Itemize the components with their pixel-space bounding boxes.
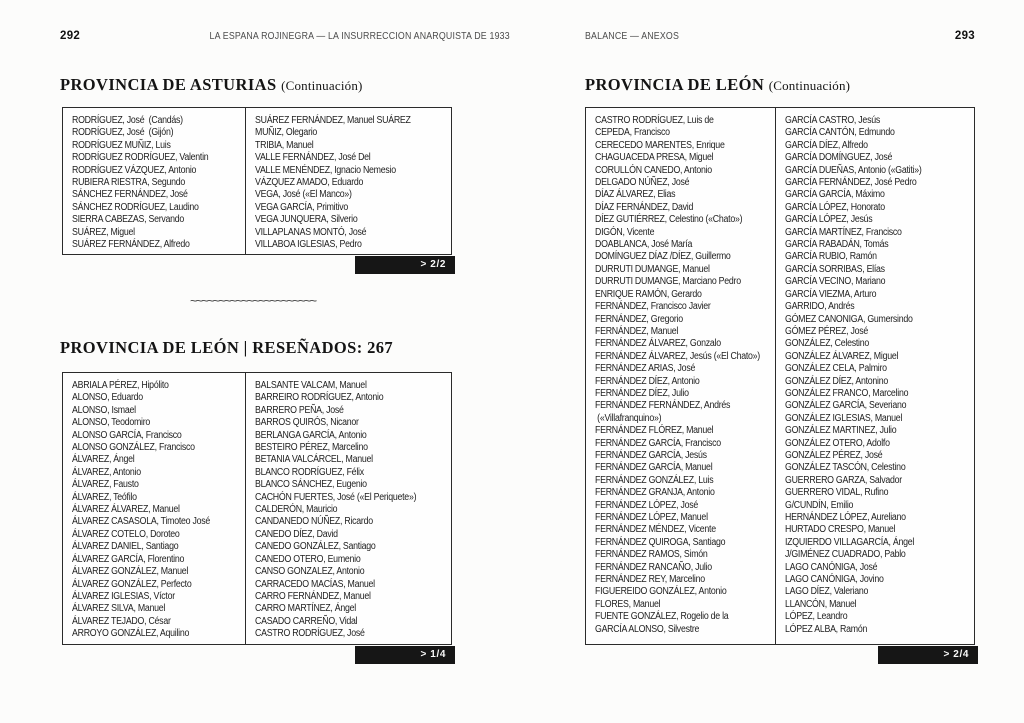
leon-names-table <box>62 372 452 645</box>
name-entry: GARCÍA LÓPEZ, Jesús <box>785 214 873 226</box>
name-entry: SUÁREZ FERNÁNDEZ, Manuel SUÁREZ <box>255 115 411 126</box>
name-entry: LAGO CANÓNIGA, José <box>785 561 878 573</box>
name-entry: CARRO FERNÁNDEZ, Manuel <box>255 590 371 602</box>
name-entry: ÁLVAREZ GONZÁLEZ, Manuel <box>72 566 189 578</box>
name-entry: BERLANGA GARCÍA, Antonio <box>255 429 367 441</box>
name-entry: FERNÁNDEZ ÁLVAREZ, Gonzalo <box>595 338 721 350</box>
name-entry: DOABLANCA, José María <box>595 239 693 251</box>
name-entry: MUÑIZ, Olegario <box>255 127 318 139</box>
section-title-text: PROVINCIA DE ASTURIAS <box>60 75 277 94</box>
name-entry: FERNÁNDEZ, Gregorio <box>595 313 683 325</box>
name-entry: FERNÁNDEZ ÁLVAREZ, Jesús («El Chato») <box>595 350 760 362</box>
name-entry: DURRUTI DUMANGE, Manuel <box>595 263 710 275</box>
name-entry: BARROS QUIRÓS, Nicanor <box>255 417 359 429</box>
name-entry: ALONSO GONZÁLEZ, Francisco <box>72 442 195 454</box>
name-entry: FERNÁNDEZ, Manuel <box>595 325 679 337</box>
name-entry: FERNÁNDEZ ARIAS, José <box>595 363 696 375</box>
name-entry: GARCÍA MARTÍNEZ, Francisco <box>785 226 902 238</box>
name-entry: GONZÁLEZ ÁLVAREZ, Miguel <box>785 350 899 362</box>
name-entry: DÍAZ FERNÁNDEZ, David <box>595 201 694 213</box>
name-entry: FERNÁNDEZ REY, Marcelino <box>595 574 705 586</box>
name-entry: FERNÁNDEZ LÓPEZ, Manuel <box>595 512 708 523</box>
name-entry: FERNÁNDEZ RANCAÑO, Julio <box>595 561 712 573</box>
name-entry: ÁLVAREZ SILVA, Manuel <box>72 603 166 615</box>
name-entry: GARCÍA FERNÁNDEZ, José Pedro <box>785 177 917 189</box>
name-entry: GONZÁLEZ FRANCO, Marcelino <box>785 387 909 399</box>
running-title-left: LA ESPAÑA ROJINEGRA — LA INSURRECCIÓN ANARQUISTA DE 1933 <box>209 31 510 42</box>
name-entry: RODRÍGUEZ, José (Candás) <box>72 115 183 126</box>
name-entry: VALLE FERNÁNDEZ, José Del <box>255 152 371 164</box>
name-entry: FERNÁNDEZ MÉNDEZ, Vicente <box>595 524 716 536</box>
name-entry: GONZÁLEZ DÍEZ, Antonino <box>785 375 889 387</box>
name-entry: FERNÁNDEZ GONZÁLEZ, Luis <box>595 474 714 486</box>
name-entry: VEGA GARCÍA, Primitivo <box>255 201 348 213</box>
name-entry: ÁLVAREZ, Antonio <box>72 466 141 478</box>
name-entry: GÓMEZ CANONIGA, Gumersindo <box>785 313 913 325</box>
asturias-names-table <box>62 107 452 255</box>
name-entry: DOMÍNGUEZ DÍAZ /DÍEZ, Guillermo <box>595 251 731 263</box>
name-entry: FERNÁNDEZ RAMOS, Simón <box>595 549 708 561</box>
name-entry: HERNÁNDEZ LÓPEZ, Aureliano <box>785 512 906 523</box>
wavy-divider: ~~~~~~~~~~~~~~~~~~~~~~ <box>190 294 316 308</box>
name-entry: ÁLVAREZ GONZÁLEZ, Perfecto <box>72 578 192 590</box>
name-entry: BLANCO RODRÍGUEZ, Félix <box>255 466 364 478</box>
name-entry: CERECEDO MARENTES, Enrique <box>595 139 725 151</box>
name-entry: SUÁREZ FERNÁNDEZ, Alfredo <box>72 239 190 251</box>
name-entry: GÓMEZ PÉREZ, José <box>785 325 869 337</box>
name-entry: GARCÍA ALONSO, Silvestre <box>595 623 700 635</box>
leon-column-1 <box>63 373 246 644</box>
name-entry: GARCÍA VECINO, Mariano <box>785 276 886 288</box>
section-title-asturias <box>60 75 363 95</box>
name-entry: CHAGUACEDA PRESA, Miguel <box>595 152 714 164</box>
name-entry: CASTRO RODRÍGUEZ, Luis de <box>595 115 714 126</box>
name-entry: RODRÍGUEZ MUÑIZ, Luis <box>72 139 171 151</box>
section-title-text: PROVINCIA DE LEÓN <box>585 75 765 94</box>
section-title-subtitle: (Continuación) <box>768 78 851 93</box>
name-entry: VILLAPLANAS MONTÓ, José <box>255 226 367 238</box>
name-entry: DURRUTI DUMANGE, Marciano Pedro <box>595 276 741 288</box>
name-entry: ALONSO GARCÍA, Francisco <box>72 429 182 441</box>
name-entry: ABRIALA PÉREZ, Hipólito <box>72 380 169 391</box>
name-entry: GONZÁLEZ, Celestino <box>785 338 869 350</box>
name-entry: CALDERÓN, Mauricio <box>255 504 338 516</box>
name-entry: GONZÁLEZ GARCÍA, Severiano <box>785 400 907 412</box>
name-entry: RODRÍGUEZ RODRÍGUEZ, Valentin <box>72 152 209 164</box>
name-entry: GARCÍA RUBIO, Ramón <box>785 251 877 263</box>
name-entry: ALONSO, Ismael <box>72 404 136 416</box>
asturias-page-indicator-badge: > 2/2 <box>355 256 455 274</box>
name-entry: ÁLVAREZ, Ángel <box>72 454 135 466</box>
name-entry: BARRERO PEÑA, José <box>255 404 344 416</box>
name-entry: GARCÍA CANTÓN, Edmundo <box>785 127 895 139</box>
name-entry: GARCÍA SORRIBAS, Elías <box>785 263 885 275</box>
name-entry: GARCÍA RABADÁN, Tomás <box>785 239 889 251</box>
name-entry: ÁLVAREZ TEJADO, César <box>72 615 171 627</box>
name-entry: RUBIERA RIESTRA, Segundo <box>72 177 186 189</box>
name-entry: HURTADO CRESPO, Manuel <box>785 524 896 536</box>
name-entry: FERNÁNDEZ QUIROGA, Santiago <box>595 536 726 548</box>
name-entry: ÁLVAREZ, Teófilo <box>72 491 137 503</box>
name-entry: GONZÁLEZ PÉREZ, José <box>785 449 883 461</box>
name-entry: BETANIA VALCÁRCEL, Manuel <box>255 454 373 466</box>
name-entry: FERNÁNDEZ GARCÍA, Manuel <box>595 462 713 474</box>
asturias-column-1 <box>63 108 246 254</box>
name-entry: SIERRA CABEZAS, Servando <box>72 214 185 226</box>
name-entry: ALONSO, Eduardo <box>72 392 143 404</box>
name-entry: SUÁREZ, Miguel <box>72 226 135 238</box>
name-entry: ÁLVAREZ GARCÍA, Florentino <box>72 553 185 565</box>
name-entry: GARCÍA GARCÍA, Máximo <box>785 189 885 201</box>
name-entry: CARRO MARTÍNEZ, Ángel <box>255 603 356 615</box>
name-entry: BALSANTE VALCAM, Manuel <box>255 380 367 391</box>
name-entry: GONZÁLEZ CELA, Palmiro <box>785 363 887 375</box>
name-entry: GONZÁLEZ IGLESIAS, Manuel <box>785 412 903 424</box>
name-entry: CACHÓN FUERTES, José («El Periquete») <box>255 491 417 503</box>
name-entry: ÁLVAREZ, Fausto <box>72 479 139 491</box>
section-title-leon: PROVINCIA DE LEÓN | RESEÑADOS: 267 <box>60 338 394 357</box>
name-entry: ARROYO GONZÁLEZ, Aquilino <box>72 628 190 640</box>
leon-cont-column-2 <box>776 108 974 644</box>
name-entry: J/GIMÉNEZ CUADRADO, Pablo <box>785 549 906 561</box>
name-entry: («Villafranquino») <box>595 412 662 424</box>
name-entry: G/CUNDÍN, Emilio <box>785 499 854 511</box>
name-entry: ÁLVAREZ COTELO, Doroteo <box>72 528 180 540</box>
name-entry: DÍAZ ÁLVAREZ, Elias <box>595 189 676 201</box>
name-entry: FERNÁNDEZ GARCÍA, Jesús <box>595 449 707 461</box>
name-entry: ÁLVAREZ CASASOLA, Timoteo José <box>72 516 210 528</box>
name-entry: CASTRO RODRÍGUEZ, José <box>255 628 365 640</box>
name-entry: FIGUEREIDO GONZÁLEZ, Antonio <box>595 586 727 598</box>
name-entry: FERNÁNDEZ GRANJA, Antonio <box>595 487 715 499</box>
name-entry: LÓPEZ ALBA, Ramón <box>785 623 868 635</box>
name-entry: ÁLVAREZ DANIEL, Santiago <box>72 541 179 553</box>
name-entry: CANEDO DÍEZ, David <box>255 528 338 540</box>
name-entry: TRIBIA, Manuel <box>255 139 314 151</box>
name-entry: FUENTE GONZÁLEZ, Rogelio de la <box>595 611 729 623</box>
name-entry: SÁNCHEZ FERNÁNDEZ, José <box>72 189 188 201</box>
name-entry: GONZÁLEZ OTERO, Adolfo <box>785 437 890 449</box>
asturias-column-2 <box>246 108 451 254</box>
name-entry: GARCÍA CASTRO, Jesús <box>785 115 880 126</box>
name-entry: GARCÍA LÓPEZ, Honorato <box>785 201 885 213</box>
name-entry: GONZÁLEZ TASCÓN, Celestino <box>785 462 906 474</box>
name-entry: FERNÁNDEZ LÓPEZ, José <box>595 499 699 511</box>
name-entry: FERNÁNDEZ FERNÁNDEZ, Andrés <box>595 400 731 412</box>
name-entry: LAGO CANÓNIGA, Jovino <box>785 574 884 586</box>
name-entry: FERNÁNDEZ GARCÍA, Francisco <box>595 437 721 449</box>
name-entry: DELGADO NÚÑEZ, José <box>595 177 690 189</box>
name-entry: CARRACEDO MACÍAS, Manuel <box>255 578 375 590</box>
name-entry: VEGA JUNQUERA, Silverio <box>255 214 358 226</box>
name-entry: FERNÁNDEZ, Francisco Javier <box>595 301 711 313</box>
name-entry: VALLE MENÉNDEZ, Ignacio Nemesio <box>255 164 396 176</box>
name-entry: SÁNCHEZ RODRÍGUEZ, Laudino <box>72 201 199 213</box>
leon-column-2 <box>246 373 451 644</box>
leon-cont-names-table <box>585 107 975 645</box>
name-entry: ENRIQUE RAMÓN, Gerardo <box>595 288 702 300</box>
name-entry: GARCÍA DUEÑAS, Antonio («Gatiti») <box>785 164 922 176</box>
page-number-left: 292 <box>60 30 81 42</box>
name-entry: VÁZQUEZ AMADO, Eduardo <box>255 177 364 189</box>
name-entry: CEPEDA, Francisco <box>595 127 670 139</box>
leon-cont-column-1 <box>586 108 776 644</box>
name-entry: CASADO CARREÑO, Vidal <box>255 615 358 627</box>
name-entry: BARREIRO RODRÍGUEZ, Antonio <box>255 392 384 404</box>
name-entry: CORULLÓN CANEDO, Antonio <box>595 164 712 176</box>
section-title-leon-cont <box>585 75 850 95</box>
name-entry: CANSO GONZALEZ, Antonio <box>255 566 365 578</box>
name-entry: FERNÁNDEZ DÍEZ, Julio <box>595 387 689 399</box>
name-entry: RODRÍGUEZ VÁZQUEZ, Antonio <box>72 164 197 176</box>
name-entry: GARCÍA DÍEZ, Alfredo <box>785 139 868 151</box>
name-entry: RODRÍGUEZ, José (Gijón) <box>72 127 174 139</box>
name-entry: FERNÁNDEZ FLÓREZ, Manuel <box>595 425 714 437</box>
name-entry: GARCÍA DOMÍNGUEZ, José <box>785 152 893 164</box>
name-entry: CANDANEDO NÚÑEZ, Ricardo <box>255 516 373 528</box>
name-entry: BESTEIRO PÉREZ, Marcelino <box>255 442 368 454</box>
name-entry: LÓPEZ, Leandro <box>785 611 848 623</box>
name-entry: GARRIDO, Andrés <box>785 301 855 313</box>
name-entry: FLORES, Manuel <box>595 598 661 610</box>
name-entry: BLANCO SÁNCHEZ, Eugenio <box>255 479 367 491</box>
name-entry: IZQUIERDO VILLAGARCÍA, Ángel <box>785 536 915 548</box>
name-entry: ÁLVAREZ IGLESIAS, Víctor <box>72 590 175 602</box>
name-entry: ALONSO, Teodomiro <box>72 417 151 429</box>
name-entry: GUERRERO VIDAL, Rufino <box>785 487 889 499</box>
page-number-right: 293 <box>954 30 975 42</box>
name-entry: ÁLVAREZ ÁLVAREZ, Manuel <box>72 504 180 516</box>
name-entry: CANEDO OTERO, Eumenio <box>255 553 361 565</box>
name-entry: DÍEZ GUTIÉRREZ, Celestino («Chato») <box>595 214 743 226</box>
name-entry: CANEDO GONZÁLEZ, Santiago <box>255 541 376 553</box>
name-entry: GARCÍA VIEZMA, Arturo <box>785 288 877 300</box>
name-entry: DIGÓN, Vicente <box>595 226 655 238</box>
name-entry: GUERRERO GARZA, Salvador <box>785 474 902 486</box>
name-entry: GONZÁLEZ MARTINEZ, Julio <box>785 425 897 437</box>
leon-page-indicator-badge: > 1/4 <box>355 646 455 664</box>
section-title-subtitle: (Continuación) <box>281 78 363 93</box>
name-entry: FERNÁNDEZ DÍEZ, Antonio <box>595 375 700 387</box>
name-entry: LAGO DÍEZ, Valeriano <box>785 586 869 598</box>
name-entry: VILLABOA IGLESIAS, Pedro <box>255 239 362 251</box>
name-entry: VEGA, José («El Manco») <box>255 189 352 201</box>
leon-cont-page-indicator-badge: > 2/4 <box>878 646 978 664</box>
name-entry: LLANCÓN, Manuel <box>785 598 857 610</box>
running-title-right: BALANCE — ANEXOS <box>585 31 680 42</box>
